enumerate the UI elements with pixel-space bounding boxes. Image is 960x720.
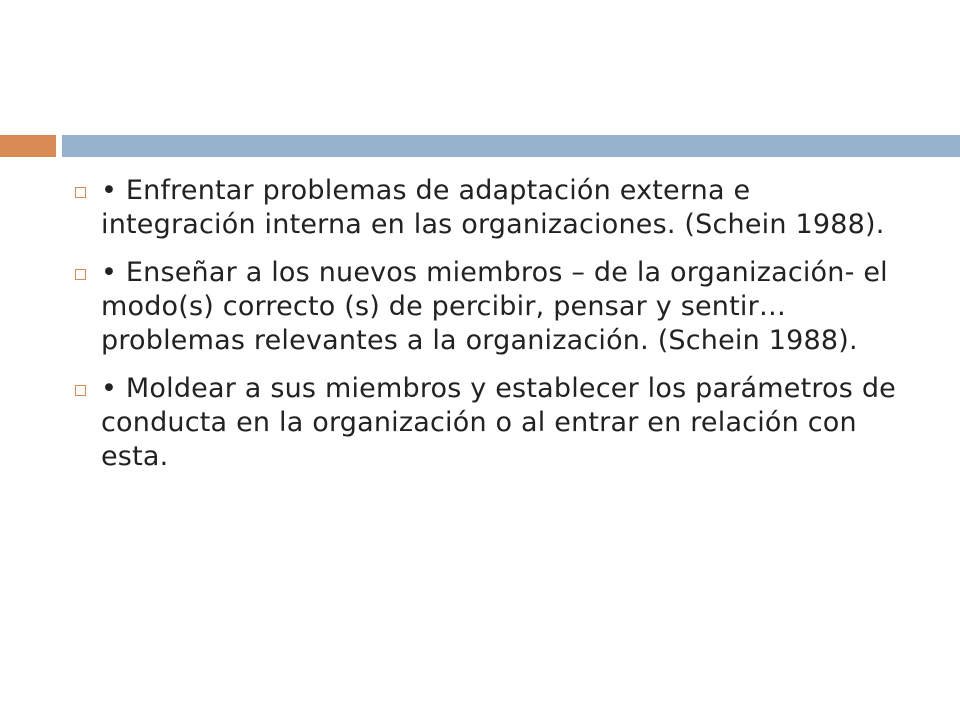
list-item-text: • Enseñar a los nuevos miembros – de la organización- el modo(s) correcto (s) de percibir, pensar y sentir… problemas relevantes a la organización. (Schein 1988). [101, 257, 888, 356]
hollow-square-icon [75, 385, 86, 396]
accent-bar-blue [62, 135, 960, 157]
list-item [70, 256, 910, 358]
list-item [70, 174, 910, 242]
hollow-square-icon [75, 187, 86, 198]
accent-bar-orange [0, 135, 56, 157]
bullet-list [70, 174, 910, 488]
list-item [70, 372, 910, 474]
list-item-text: • Moldear a sus miembros y establecer los parámetros de conducta en la organización o al entrar en relación con esta. [101, 373, 896, 472]
hollow-square-icon [75, 269, 86, 280]
list-item-text: • Enfrentar problemas de adaptación externa e integración interna en las organizaciones. (Schein 1988). [101, 175, 885, 240]
